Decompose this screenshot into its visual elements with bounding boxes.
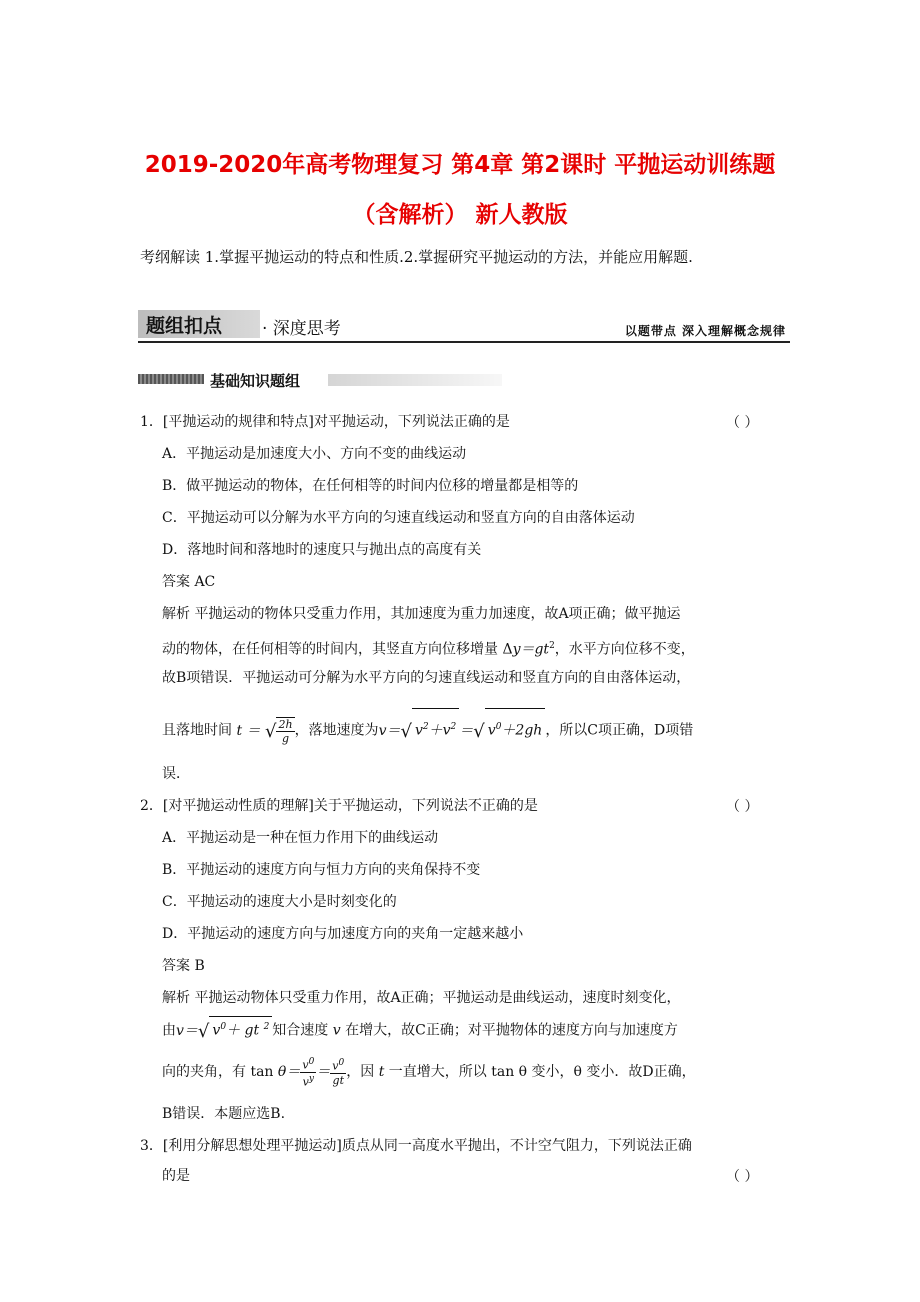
q2-option-d: D．平抛运动的速度方向与加速度方向的夹角一定越来越小 <box>162 926 524 942</box>
q2-answer: 答案 B <box>162 958 205 974</box>
q3-stem-line2: 的是 <box>162 1168 190 1184</box>
q3-answer-blank: （ ） <box>726 1169 759 1185</box>
q2-exp3a: 向的夹角，有 tan <box>162 1064 274 1080</box>
syllabus-intro: 考纲解读 1.掌握平抛运动的特点和性质.2.掌握研究平抛运动的方法，并能应用解题. <box>140 248 693 266</box>
q1-exp2c: ，水平方向位移不变， <box>554 641 695 658</box>
q1-option-a: A．平抛运动是加速度大小、方向不变的曲线运动 <box>162 446 467 462</box>
q2-exp3b: ，因 <box>346 1064 375 1080</box>
q1-option-b: B．做平抛运动的物体，在任何相等的时间内位移的增量都是相等的 <box>162 478 579 494</box>
q2-formula-v: v＝√ $v^0+$ gt $^2$ <box>176 1023 272 1039</box>
q1-formula-v: v＝√ $v^2+v^2$ ＝√ $v^0+2gh$ <box>379 723 546 739</box>
q2-explanation-line2: 由v＝√ $v^0+$ gt $^2$ 知合速度 v 在增大，故C正确；对平抛物体的速度方向与加速度方 <box>162 1016 678 1042</box>
q2-option-a: A．平抛运动是一种在恒力作用下的曲线运动 <box>162 830 439 846</box>
q2-exp3c: 一直增大，所以 tan θ 变小，θ 变小．故D正确， <box>388 1064 696 1080</box>
q2-exp2b: 知合速度 <box>272 1022 329 1039</box>
q2-explanation-line1: 解析 平抛运动物体只受重力作用，故A正确；平抛运动是曲线运动，速度时刻变化， <box>162 990 681 1006</box>
q1-stem: 1．[平抛运动的规律和特点]对平抛运动，下列说法正确的是 <box>140 414 510 430</box>
q1-exp2a: 动的物体，在任何相等的时间内，其竖直方向位移增量 Δ <box>162 641 513 658</box>
q2-option-b: B．平抛运动的速度方向与恒力方向的夹角保持不变 <box>162 862 481 878</box>
document-title: 2019-2020年高考物理复习 第4章 第2课时 平抛运动训练题（含解析） 新人教版 <box>144 152 776 228</box>
section-banner <box>138 308 790 348</box>
q3-stem: 3．[利用分解思想处理平抛运动]质点从同一高度水平抛出，不计空气阻力，下列说法正确 <box>140 1138 692 1154</box>
banner-slogan: 以题带点 深入理解概念规律 <box>624 324 786 338</box>
subsection-fade <box>328 374 502 386</box>
q1-formula-t: t ＝ √ $\frac{2h}{g}$ <box>236 717 293 745</box>
q2-formula-tan: θ＝ $\frac{v^0}{v^y}$ ＝ $\frac{v^0}{gt}$ <box>277 1056 345 1089</box>
q1-explanation-line3: 故B项错误．平抛运动可分解为水平方向的匀速直线运动和竖直方向的自由落体运动， <box>162 670 691 686</box>
q1-explanation-line1: 解析 平抛运动的物体只受重力作用，其加速度为重力加速度，故A项正确；做平抛运 <box>162 606 681 622</box>
subsection-title: 基础知识题组 <box>210 372 301 390</box>
q1-formula-dy: y＝gt <box>512 641 550 658</box>
q2-exp2c: 在增大，故C正确；对平抛物体的速度方向与加速度方 <box>345 1022 678 1039</box>
q1-answer-blank: （ ） <box>726 415 759 431</box>
q1-option-c: C．平抛运动可以分解为水平方向的匀速直线运动和竖直方向的自由落体运动 <box>162 510 635 526</box>
banner-tag: 题组扣点 <box>146 315 223 337</box>
banner-subtitle: · 深度思考 <box>262 319 341 339</box>
q2-answer-blank: （ ） <box>726 799 759 815</box>
q1-exp4a: 且落地时间 <box>162 722 232 739</box>
subsection-marker <box>138 374 204 384</box>
q1-exp4c: ，所以C项正确，D项错 <box>545 722 694 739</box>
q2-exp2a: 由 <box>162 1022 176 1039</box>
q1-explanation-line4 <box>162 708 693 750</box>
q1-exp4b: ，落地速度为 <box>294 722 379 739</box>
q2-stem: 2．[对平抛运动性质的理解]关于平抛运动，下列说法不正确的是 <box>140 798 538 814</box>
banner-rule <box>138 341 790 343</box>
q1-answer: 答案 AC <box>162 574 216 590</box>
q2-explanation-line3: 向的夹角，有 tan θ＝ $\frac{v^0}{v^y}$ ＝ $\frac{v^0}{gt}$ ，因 t 一直增大，所以 tan θ 变小，θ 变小．故D正确， <box>162 1056 696 1089</box>
q1-explanation-line2: 动的物体，在任何相等的时间内，其竖直方向位移增量 $\Delta y=gt^2$，水平方向位移不变， <box>162 641 695 658</box>
q1-option-d: D．落地时间和落地时的速度只与抛出点的高度有关 <box>162 542 482 558</box>
q2-explanation-line4: B错误．本题应选B. <box>162 1106 286 1122</box>
q2-option-c: C．平抛运动的速度大小是时刻变化的 <box>162 894 397 910</box>
subsection-header <box>138 370 502 390</box>
q1-explanation-line5: 误． <box>162 766 190 782</box>
